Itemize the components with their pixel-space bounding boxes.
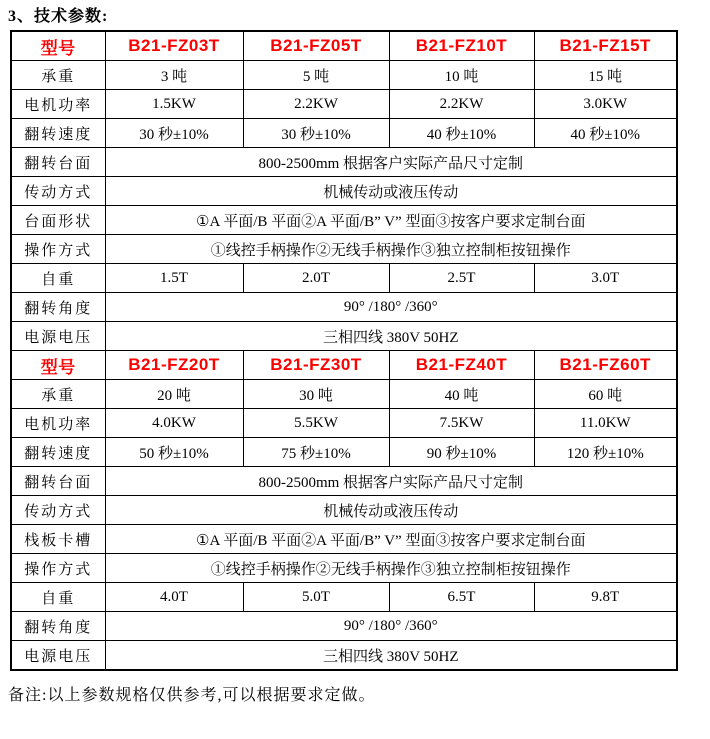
row-label: 传动方式 (11, 177, 105, 206)
table-row (11, 583, 677, 612)
table-row (11, 293, 677, 322)
table-row (11, 264, 677, 293)
spec-value-cell: 5 吨 (243, 61, 389, 90)
row-label: 自重 (11, 264, 105, 293)
table-row (11, 525, 677, 554)
row-label: 台面形状 (11, 206, 105, 235)
model-cell: B21-FZ03T (105, 31, 243, 61)
spec-value-cell: 50 秒±10% (105, 438, 243, 467)
model-cell: B21-FZ60T (534, 351, 677, 380)
table-row (11, 61, 677, 90)
row-label: 翻转台面 (11, 467, 105, 496)
row-label: 型号 (11, 351, 105, 380)
table-row (11, 206, 677, 235)
model-cell: B21-FZ20T (105, 351, 243, 380)
model-cell: B21-FZ15T (534, 31, 677, 61)
table-row (11, 322, 677, 351)
spec-value-cell: 2.2KW (389, 90, 534, 119)
table-row (11, 351, 677, 380)
spec-value-cell: 40 秒±10% (389, 119, 534, 148)
spec-value-cell: 30 秒±10% (105, 119, 243, 148)
spec-value-span: 机械传动或液压传动 (105, 177, 677, 206)
spec-value-cell: 10 吨 (389, 61, 534, 90)
spec-value-cell: 75 秒±10% (243, 438, 389, 467)
spec-value-span: ①线控手柄操作②无线手柄操作③独立控制柜按钮操作 (105, 235, 677, 264)
table-row (11, 554, 677, 583)
spec-value-span: 800-2500mm 根据客户实际产品尺寸定制 (105, 467, 677, 496)
spec-value-cell: 3 吨 (105, 61, 243, 90)
table-row (11, 612, 677, 641)
spec-value-cell: 1.5T (105, 264, 243, 293)
spec-value-cell: 1.5KW (105, 90, 243, 119)
spec-table (10, 30, 678, 671)
row-label: 型号 (11, 31, 105, 61)
spec-value-cell: 40 吨 (389, 380, 534, 409)
spec-value-cell: 11.0KW (534, 409, 677, 438)
spec-value-span: 90° /180° /360° (105, 612, 677, 641)
spec-value-span: 800-2500mm 根据客户实际产品尺寸定制 (105, 148, 677, 177)
row-label: 电机功率 (11, 90, 105, 119)
row-label: 传动方式 (11, 496, 105, 525)
table-row (11, 119, 677, 148)
spec-value-cell: 15 吨 (534, 61, 677, 90)
row-label: 自重 (11, 583, 105, 612)
row-label: 操作方式 (11, 554, 105, 583)
model-cell: B21-FZ30T (243, 351, 389, 380)
spec-value-span: 机械传动或液压传动 (105, 496, 677, 525)
table-row (11, 409, 677, 438)
table-row (11, 148, 677, 177)
model-cell: B21-FZ05T (243, 31, 389, 61)
spec-value-cell: 4.0KW (105, 409, 243, 438)
row-label: 电源电压 (11, 322, 105, 351)
spec-value-cell: 90 秒±10% (389, 438, 534, 467)
spec-value-cell: 60 吨 (534, 380, 677, 409)
table-row (11, 177, 677, 206)
spec-value-cell: 2.0T (243, 264, 389, 293)
spec-value-cell: 5.5KW (243, 409, 389, 438)
table-row (11, 235, 677, 264)
spec-value-span: ①线控手柄操作②无线手柄操作③独立控制柜按钮操作 (105, 554, 677, 583)
table-row (11, 31, 677, 61)
spec-value-cell: 4.0T (105, 583, 243, 612)
remark-note: 备注:以上参数规格仅供参考,可以根据要求定做。 (8, 687, 376, 704)
table-row (11, 467, 677, 496)
spec-value-span: ①A 平面/B 平面②A 平面/B” V” 型面③按客户要求定制台面 (105, 525, 677, 554)
row-label: 承重 (11, 61, 105, 90)
row-label: 承重 (11, 380, 105, 409)
table-row (11, 438, 677, 467)
spec-value-span: 三相四线 380V 50HZ (105, 322, 677, 351)
row-label: 电源电压 (11, 641, 105, 671)
spec-value-cell: 120 秒±10% (534, 438, 677, 467)
spec-value-cell: 40 秒±10% (534, 119, 677, 148)
model-cell: B21-FZ10T (389, 31, 534, 61)
row-label: 栈板卡槽 (11, 525, 105, 554)
row-label: 电机功率 (11, 409, 105, 438)
spec-value-cell: 5.0T (243, 583, 389, 612)
row-label: 翻转速度 (11, 438, 105, 467)
spec-value-cell: 9.8T (534, 583, 677, 612)
row-label: 翻转速度 (11, 119, 105, 148)
spec-value-cell: 3.0KW (534, 90, 677, 119)
spec-value-cell: 6.5T (389, 583, 534, 612)
spec-value-span: 三相四线 380V 50HZ (105, 641, 677, 671)
spec-value-cell: 20 吨 (105, 380, 243, 409)
table-row (11, 90, 677, 119)
row-label: 翻转角度 (11, 293, 105, 322)
spec-value-span: 90° /180° /360° (105, 293, 677, 322)
spec-value-cell: 30 吨 (243, 380, 389, 409)
table-row (11, 641, 677, 671)
spec-value-cell: 7.5KW (389, 409, 534, 438)
spec-value-cell: 3.0T (534, 264, 677, 293)
spec-value-cell: 30 秒±10% (243, 119, 389, 148)
row-label: 翻转台面 (11, 148, 105, 177)
spec-value-cell: 2.2KW (243, 90, 389, 119)
row-label: 操作方式 (11, 235, 105, 264)
model-cell: B21-FZ40T (389, 351, 534, 380)
row-label: 翻转角度 (11, 612, 105, 641)
spec-value-span: ①A 平面/B 平面②A 平面/B” V” 型面③按客户要求定制台面 (105, 206, 677, 235)
page-title: 3、技术参数: (8, 8, 109, 25)
table-row (11, 496, 677, 525)
table-row (11, 380, 677, 409)
spec-value-cell: 2.5T (389, 264, 534, 293)
spec-table-body (11, 31, 677, 670)
